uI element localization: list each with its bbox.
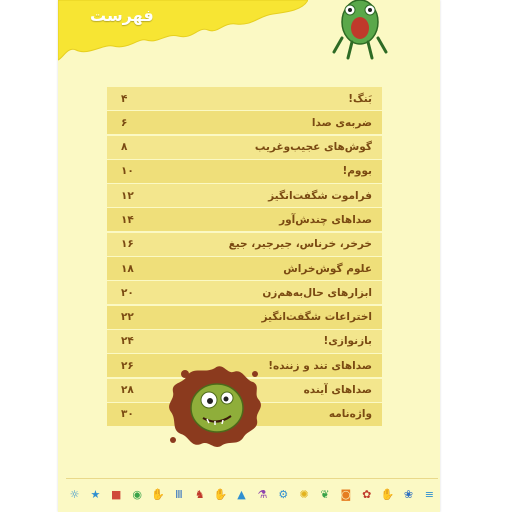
toc-page-number: ۲۲ (121, 311, 134, 324)
flower-icon: ✿ (362, 487, 372, 501)
toc-entry-title: ضربه‌ی صدا (311, 116, 372, 129)
toc-page-number: ۶ (121, 116, 128, 129)
bus-icon: ■ (111, 487, 122, 501)
camera-icon: ◙ (340, 487, 352, 501)
books-icon: ≡ (424, 487, 434, 501)
toc-page-number: ۲۴ (121, 335, 134, 348)
toc-row (107, 87, 382, 111)
toc-row (107, 281, 382, 305)
toc-page-number: ۲۸ (121, 384, 134, 397)
toc-page-number: ۲۰ (121, 286, 134, 299)
page-title: فهرست (90, 6, 154, 25)
toc-entry-title: بَنگ! (348, 92, 372, 105)
hand-icon: ✋ (151, 487, 165, 501)
toc-page-number: ۸ (121, 141, 128, 154)
toc-entry-title: صداهای چندش‌آور (279, 213, 372, 226)
toc-page-number: ۱۶ (121, 238, 134, 251)
hand-print-icon: ✋ (213, 487, 228, 501)
toc-entry-title: علوم گوش‌خراش (283, 262, 372, 275)
toc-entry-title: صداهای تند و زننده! (268, 359, 372, 372)
toc-row (107, 257, 382, 281)
toc-page-number: ۲۶ (121, 359, 134, 372)
toc-row (107, 330, 382, 354)
gear-icon: ⚙ (278, 487, 289, 501)
globe-icon: ◉ (132, 487, 142, 501)
toc-entry-title: بووم! (342, 165, 372, 178)
toc-entry-title: واژه‌نامه (328, 408, 372, 421)
toc-row (107, 160, 382, 184)
toc-page-number: ۳۰ (121, 408, 134, 421)
toc-entry-title: گوش‌های عجیب‌وغریب (254, 141, 372, 154)
toc-page-number: ۱۴ (121, 213, 134, 226)
splat-monster-illustration (165, 360, 265, 450)
paw-icon: ❀ (403, 487, 414, 501)
footer-divider (66, 478, 438, 479)
toc-row (107, 306, 382, 330)
toc-entry-title: بازنوازی! (323, 335, 372, 348)
toc-entry-title: ابزارهای حال‌به‌هم‌زن (262, 286, 372, 299)
toc-entry-title: اختراعات شگفت‌انگیز (261, 311, 372, 324)
toc-row (107, 233, 382, 257)
leaf-icon: ❦ (320, 487, 330, 501)
toc-row (107, 136, 382, 160)
toc-entry-title: خرخر، خرناس، جیرجیر، جیغ (228, 238, 372, 251)
footer-icon-strip (68, 486, 436, 502)
pillar-icon: Ⅲ (175, 487, 183, 501)
toc-entry-title: فراموت شگفت‌انگیز (268, 189, 372, 202)
green-monster-illustration (330, 0, 390, 60)
toc-row (107, 208, 382, 232)
toc-page-number: ۴ (121, 92, 128, 105)
toc-page-number: ۱۲ (121, 189, 134, 202)
toc-row (107, 111, 382, 135)
toc-entry-title: صداهای آینده (303, 384, 372, 397)
star-icon: ★ (90, 487, 101, 501)
hand-green-icon: ✋ (380, 487, 395, 501)
toc-page-number: ۱۰ (121, 165, 134, 178)
flask-icon: ⚗ (257, 487, 268, 501)
sun-icon: ✺ (299, 487, 309, 501)
horse-icon: ♞ (194, 487, 205, 501)
toc-row (107, 184, 382, 208)
toc-page-number: ۱۸ (121, 262, 134, 275)
lightbulb-icon: ☼ (69, 487, 80, 501)
mountain-icon: ▲ (237, 487, 246, 501)
